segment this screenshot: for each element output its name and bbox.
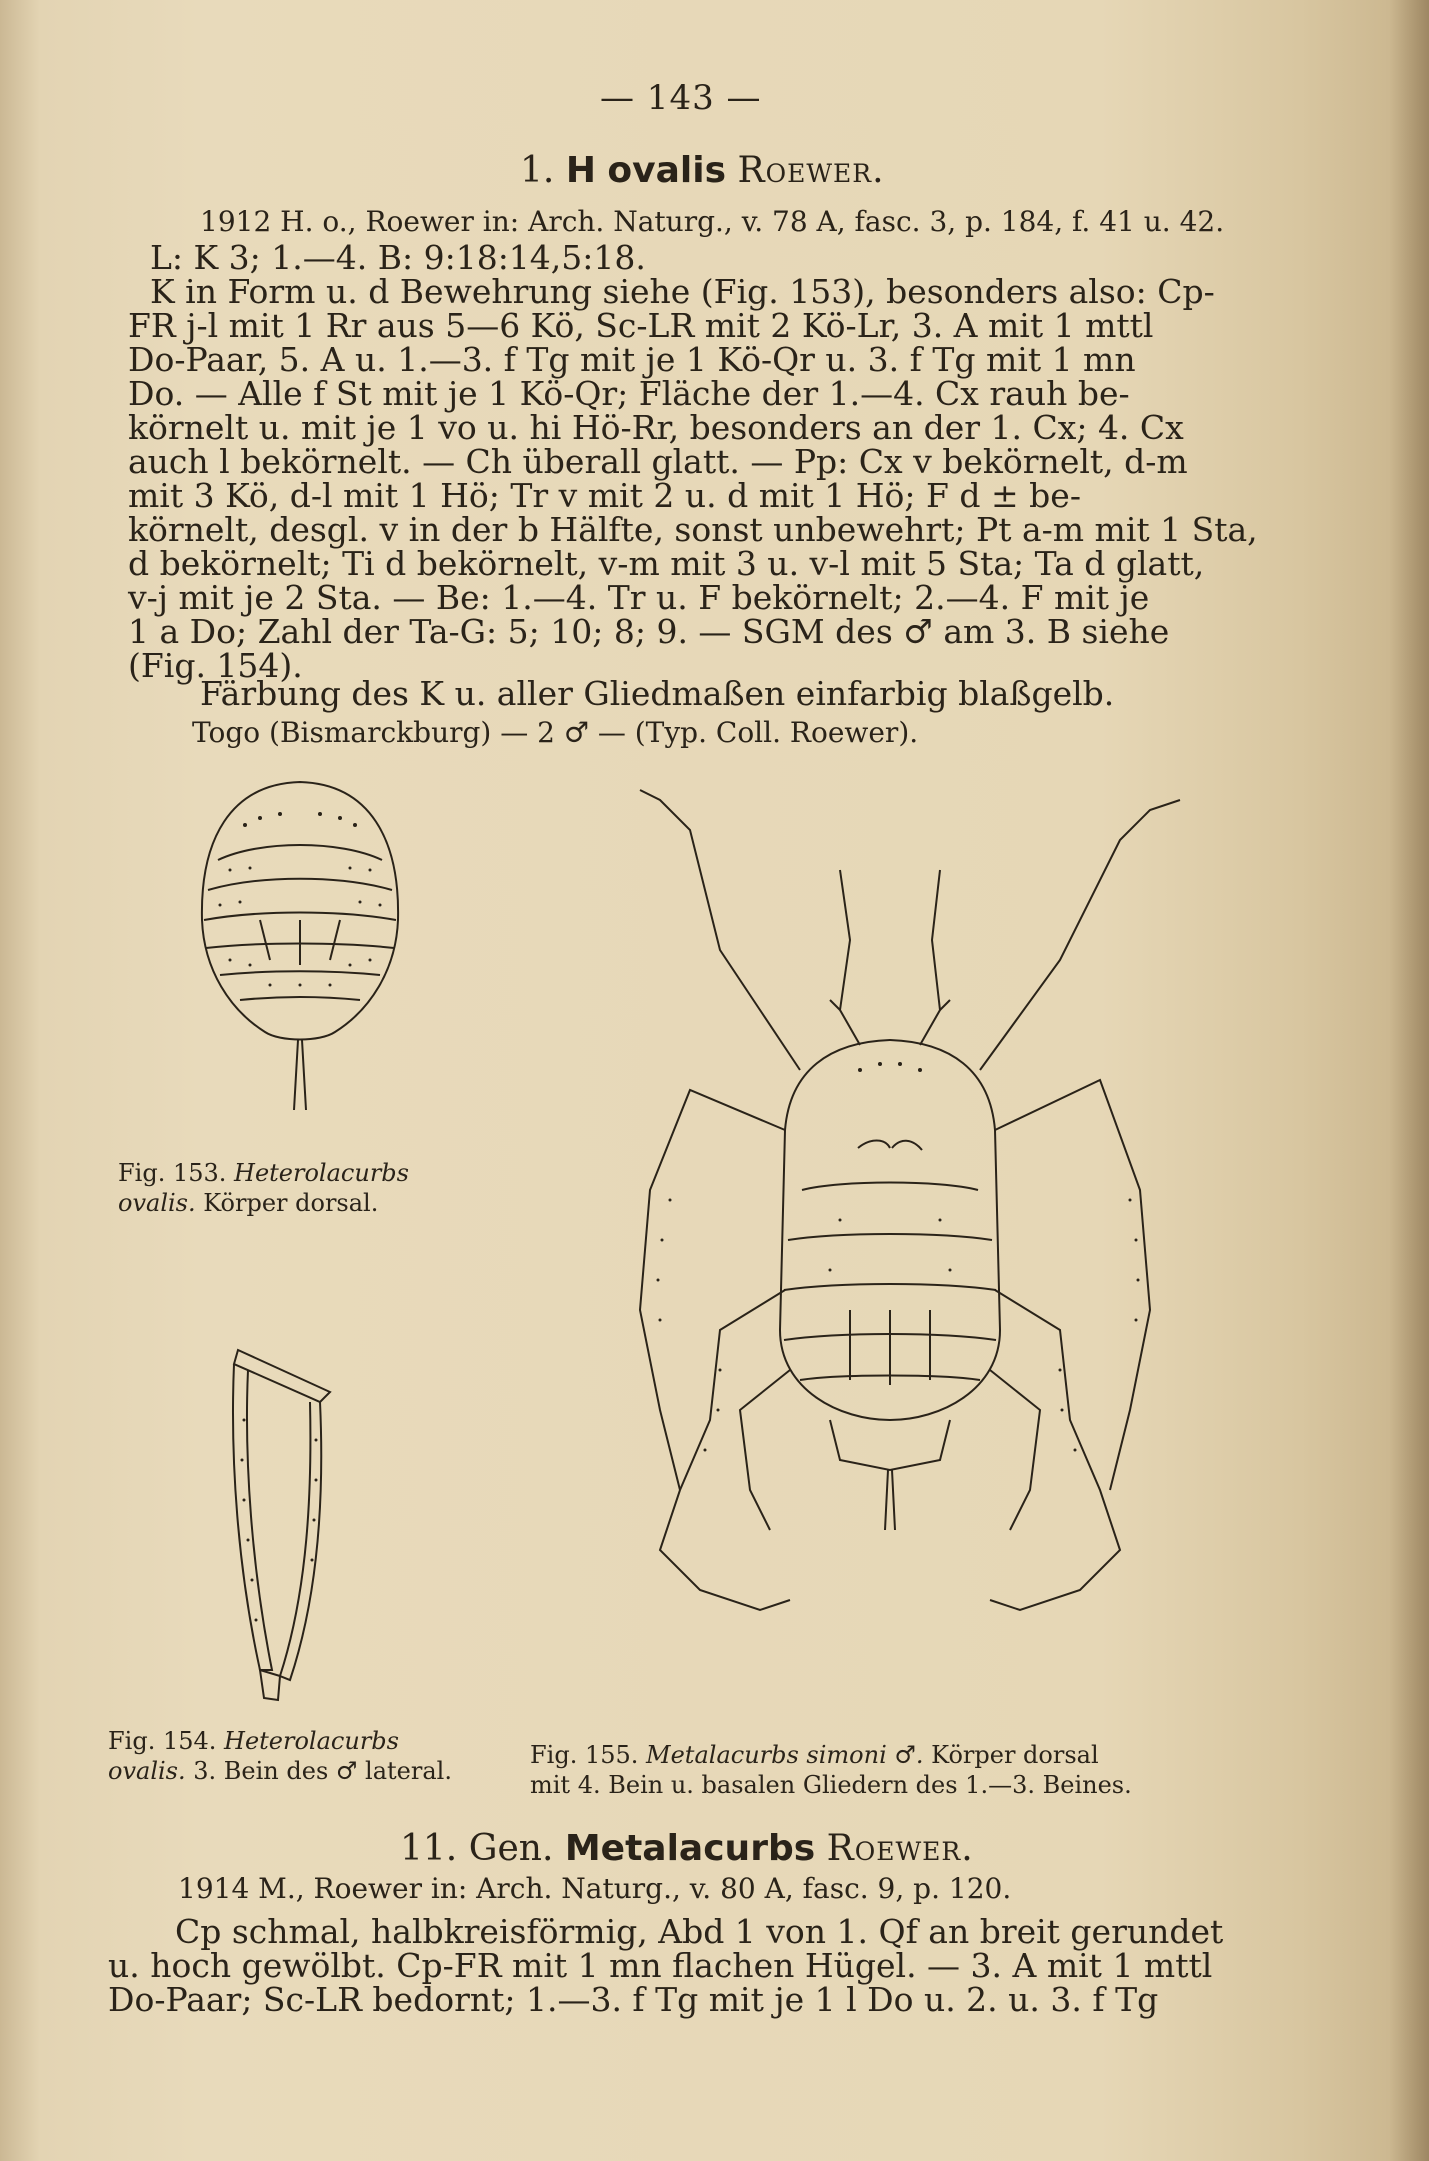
coloration-text: Färbung des K u. aller Gliedmaßen einfarbig blaßgelb. bbox=[200, 674, 1115, 713]
figure-155-caption bbox=[530, 1740, 1132, 1800]
description-line: d bekörnelt; Ti d bekörnelt, v-m mit 3 u. v-l mit 5 Sta; Ta d glatt, bbox=[128, 544, 1205, 583]
genus-number: 11. Gen. bbox=[400, 1828, 554, 1869]
genus-author: Roewer. bbox=[826, 1828, 974, 1869]
description-line: FR j-l mit 1 Rr aus 5—6 Kö, Sc-LR mit 2 Kö-Lr, 3. A mit 1 mttl bbox=[128, 306, 1154, 345]
genus-line: Cp schmal, halbkreisförmig, Abd 1 von 1. Qf an breit gerundet bbox=[175, 1912, 1224, 1951]
description-line: (Fig. 154). bbox=[128, 646, 303, 685]
genus-heading bbox=[400, 1828, 974, 1869]
genus-reference: 1914 M., Roewer in: Arch. Naturg., v. 80 A, fasc. 9, p. 120. bbox=[178, 1872, 1012, 1905]
description-line: körnelt u. mit je 1 vo u. hi Hö-Rr, besonders an der 1. Cx; 4. Cx bbox=[128, 408, 1184, 447]
page-number: — 143 — bbox=[600, 78, 762, 118]
species-number: 1. bbox=[520, 150, 555, 191]
page-spine-shadow bbox=[1389, 0, 1429, 2161]
fig154-caption-text: 3. Bein des ♂ lateral. bbox=[193, 1757, 452, 1785]
fig155-caption-2: mit 4. Bein u. basalen Gliedern des 1.—3. Beines. bbox=[530, 1771, 1132, 1799]
figure-153-body-dorsal bbox=[190, 770, 410, 1130]
description-line: Do. — Alle f St mit je 1 Kö-Qr; Fläche der 1.—4. Cx rauh be- bbox=[128, 374, 1130, 413]
fig155-name: Metalacurbs simoni ♂. bbox=[646, 1741, 924, 1769]
species-reference: 1912 H. o., Roewer in: Arch. Naturg., v. 78 A, fasc. 3, p. 184, f. 41 u. 42. bbox=[200, 205, 1225, 238]
figure-155-metalacurbs-simoni bbox=[540, 770, 1240, 1730]
figure-154-leg-lateral bbox=[220, 1340, 370, 1720]
genus-name: Metalacurbs bbox=[564, 1828, 816, 1869]
fig153-genus: Heterolacurbs bbox=[234, 1159, 409, 1187]
species-author: Roewer. bbox=[737, 150, 885, 191]
description-line: K in Form u. d Bewehrung siehe (Fig. 153), besonders also: Cp- bbox=[150, 272, 1215, 311]
description-line: Do-Paar, 5. A u. 1.—3. f Tg mit je 1 Kö-Qr u. 3. f Tg mit 1 mn bbox=[128, 340, 1136, 379]
description-line: auch l bekörnelt. — Ch überall glatt. — Pp: Cx v bekörnelt, d-m bbox=[128, 442, 1188, 481]
genus-line: u. hoch gewölbt. Cp-FR mit 1 mn flachen Hügel. — 3. A mit 1 mttl bbox=[108, 1946, 1213, 1985]
fig155-label: Fig. 155. bbox=[530, 1741, 639, 1769]
description-line: 1 a Do; Zahl der Ta-G: 5; 10; 8; 9. — SGM des ♂ am 3. B siehe bbox=[128, 612, 1170, 651]
description-line: v-j mit je 2 Sta. — Be: 1.—4. Tr u. F bekörnelt; 2.—4. F mit je bbox=[128, 578, 1150, 617]
description-line: L: K 3; 1.—4. B: 9:18:14,5:18. bbox=[150, 238, 646, 277]
fig155-caption-1: Körper dorsal bbox=[931, 1741, 1099, 1769]
fig154-label: Fig. 154. bbox=[108, 1727, 217, 1755]
fig153-label: Fig. 153. bbox=[118, 1159, 227, 1187]
figure-154-caption bbox=[108, 1726, 452, 1786]
locality-text: Togo (Bismarckburg) — 2 ♂ — (Typ. Coll. Roewer). bbox=[192, 716, 919, 749]
genus-line: Do-Paar; Sc-LR bedornt; 1.—3. f Tg mit je 1 l Do u. 2. u. 3. f Tg bbox=[108, 1980, 1159, 2019]
species-genus-abbr: H bbox=[565, 150, 596, 191]
figure-153-caption bbox=[118, 1158, 409, 1218]
species-name: ovalis bbox=[607, 150, 727, 191]
fig154-genus: Heterolacurbs bbox=[224, 1727, 399, 1755]
fig153-species: ovalis. bbox=[118, 1189, 196, 1217]
fig154-species: ovalis. bbox=[108, 1757, 186, 1785]
description-line: mit 3 Kö, d-l mit 1 Hö; Tr v mit 2 u. d mit 1 Hö; F d ± be- bbox=[128, 476, 1081, 515]
fig153-caption-text: Körper dorsal. bbox=[203, 1189, 379, 1217]
species-heading bbox=[520, 150, 885, 191]
description-line: körnelt, desgl. v in der b Hälfte, sonst unbewehrt; Pt a-m mit 1 Sta, bbox=[128, 510, 1258, 549]
